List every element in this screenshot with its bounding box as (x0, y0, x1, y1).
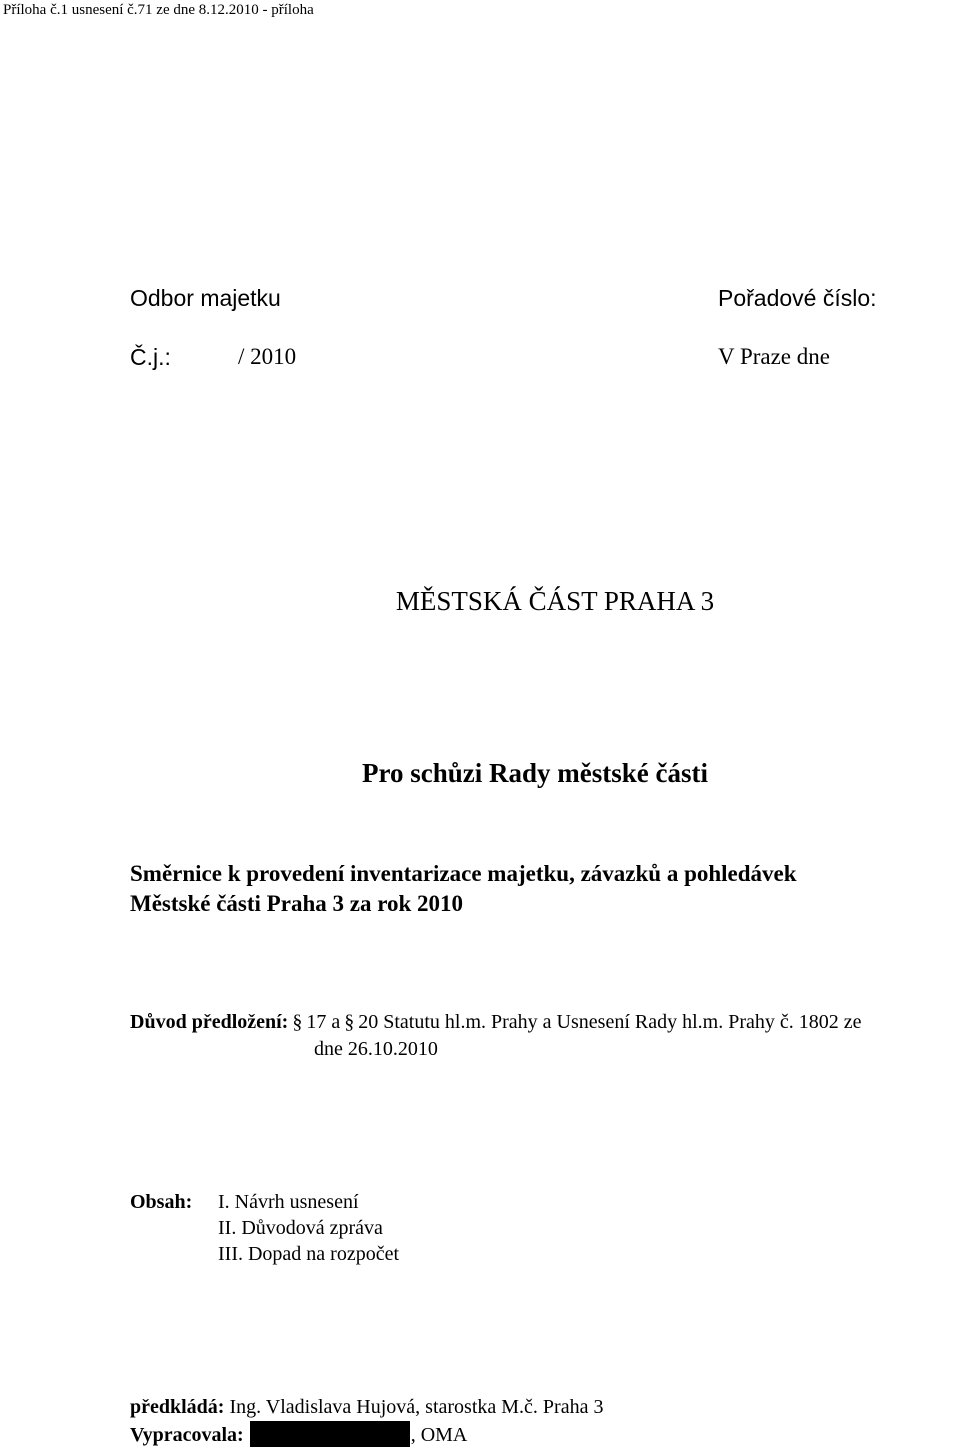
presenter-label: předkládá: (130, 1396, 225, 1418)
contents-label: Obsah: (130, 1191, 193, 1213)
redacted-name-block (250, 1421, 410, 1447)
district-heading-text: MĚSTSKÁ ČÁST PRAHA 3 (395, 586, 715, 616)
attachment-header-note: Příloha č.1 usnesení č.71 ze dne 8.12.2010 - příloha (3, 2, 314, 18)
contents-item: I. Návrh usnesení (218, 1191, 359, 1213)
prepared-by-label: Vypracovala: (130, 1424, 244, 1446)
department-name: Odbor majetku (130, 285, 281, 311)
district-heading (0, 585, 960, 617)
prepared-by-line (130, 1421, 467, 1447)
reason-label: Důvod předložení: (130, 1011, 289, 1033)
directive-title-line1: Směrnice k provedení inventarizace majetku, závazků a pohledávek (130, 861, 797, 886)
place-date-label: V Praze dne (718, 344, 830, 369)
section-symbol: § (292, 1011, 303, 1033)
contents-item: II. Důvodová zpráva (218, 1217, 383, 1239)
reason-line (130, 1010, 862, 1034)
meeting-heading: Pro schůzi Rady městské části (362, 758, 708, 788)
reference-number-value: / 2010 (238, 344, 297, 369)
reason-part2: 20 Statutu hl.m. Prahy a Usnesení Rady hl.m. Prahy č. 1802 ze (358, 1011, 862, 1033)
serial-number-label: Pořadové číslo: (718, 285, 877, 311)
reference-number-label: Č.j.: (130, 344, 171, 370)
presenter-line (130, 1395, 603, 1419)
prepared-by-suffix: , OMA (410, 1424, 468, 1446)
section-symbol: § (344, 1011, 355, 1033)
contents-item: III. Dopad na rozpočet (218, 1243, 400, 1265)
presenter-value: Ing. Vladislava Hujová, starostka M.č. Praha 3 (224, 1396, 604, 1418)
reason-line2: dne 26.10.2010 (314, 1038, 438, 1060)
reason-part1: 17 a (306, 1011, 341, 1033)
directive-title-line2: Městské části Praha 3 za rok 2010 (130, 891, 464, 916)
